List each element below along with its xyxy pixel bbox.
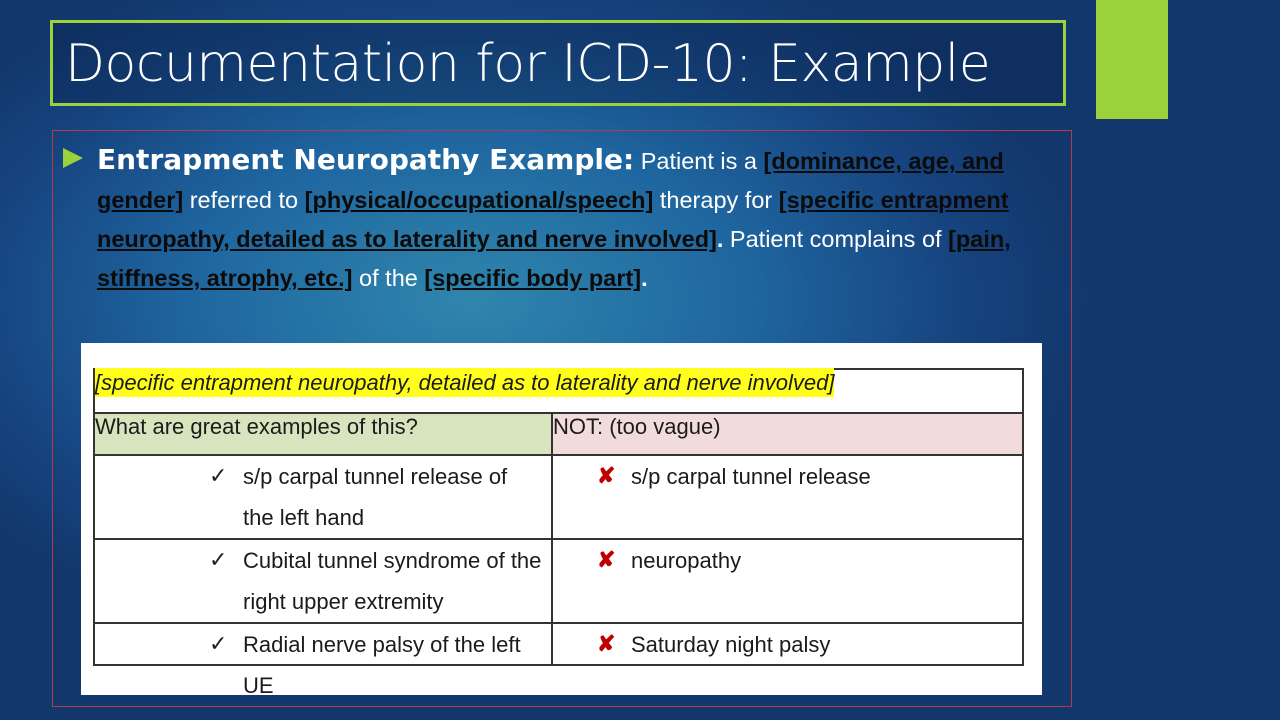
title-box — [50, 20, 1066, 106]
bad-example: Saturday night palsy — [631, 632, 831, 657]
good-example: Radial nerve palsy of the left UE — [243, 632, 521, 698]
example-table-image — [81, 343, 1042, 698]
bad-example: s/p carpal tunnel release — [631, 464, 871, 489]
cross-icon: ✘ — [597, 547, 616, 572]
text-6: of the — [352, 265, 425, 291]
text-1: Patient is a — [634, 148, 764, 174]
placeholder-symptoms: [pain, stiffness, atrophy, etc.] — [97, 226, 1011, 291]
slide-title: Documentation for ICD-10: Example — [65, 34, 991, 94]
text-2: referred to — [183, 187, 305, 213]
text-7: . — [641, 265, 648, 291]
table-header-row — [94, 413, 1023, 455]
text-5: Patient complains of — [723, 226, 949, 252]
bad-header: NOT: (too vague) — [552, 413, 1023, 455]
placeholder-therapy-type: [physical/occupational/speech] — [304, 187, 654, 213]
table-title-cell — [94, 369, 1023, 413]
good-cell — [94, 539, 552, 623]
good-cell — [94, 623, 552, 698]
example-table — [93, 368, 1024, 698]
accent-block — [1096, 0, 1168, 119]
good-example: Cubital tunnel syndrome of the right upper extremity — [243, 548, 542, 614]
cross-icon: ✘ — [597, 631, 616, 656]
bullet-arrow-icon — [63, 148, 83, 168]
cross-icon: ✘ — [597, 463, 616, 488]
bullet-lead: Entrapment Neuropathy Example: — [97, 143, 635, 176]
table-row — [94, 623, 1023, 665]
highlighted-title: [specific entrapment neuropathy, detailed as to laterality and nerve involved] — [95, 370, 835, 395]
good-header: What are great examples of this? — [94, 413, 552, 455]
bad-example: neuropathy — [631, 548, 742, 573]
good-cell — [94, 455, 552, 539]
text-3: therapy for — [653, 187, 779, 213]
text-4: . — [716, 226, 724, 252]
placeholder-neuropathy: [specific entrapment neuropathy, detailed as to laterality and nerve involved] — [97, 187, 1009, 252]
bullet-paragraph — [97, 140, 1057, 298]
bad-cell — [552, 623, 1023, 665]
table-row — [94, 539, 1023, 623]
table-row — [94, 455, 1023, 539]
placeholder-body-part: [specific body part] — [424, 265, 642, 291]
checkmark-icon: ✓ — [209, 631, 228, 656]
checkmark-icon: ✓ — [209, 547, 228, 572]
checkmark-icon: ✓ — [209, 463, 228, 488]
good-example: s/p carpal tunnel release of the left hand — [243, 464, 508, 530]
placeholder-demographics: [dominance, age, and gender] — [97, 148, 1004, 213]
table-title-row — [94, 369, 1023, 413]
bad-cell — [552, 455, 1023, 539]
bad-cell — [552, 539, 1023, 623]
